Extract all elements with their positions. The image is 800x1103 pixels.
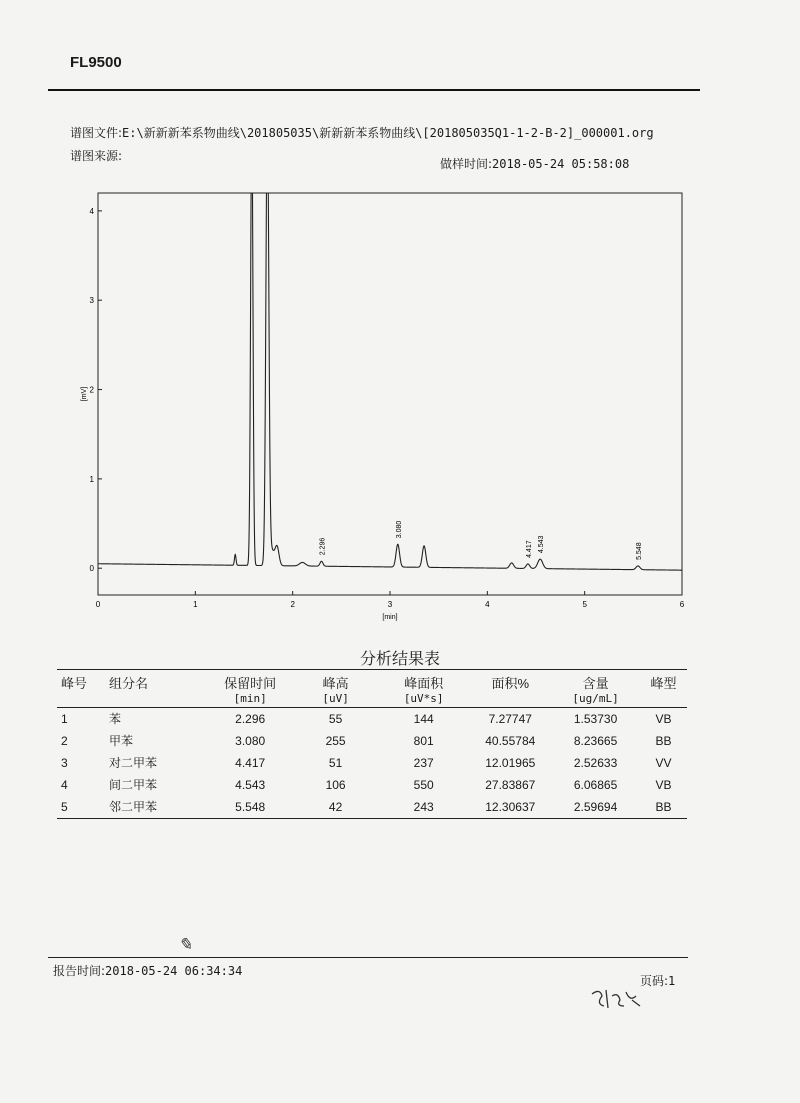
cell-peak-area: 801: [413, 733, 434, 748]
header-peak-height: 峰高 [uV]: [322, 676, 349, 705]
table-header-row: [57, 670, 687, 708]
file-line: [70, 124, 654, 141]
cell-peak-no: 5: [61, 799, 68, 814]
y-tick-label: 1: [89, 474, 94, 484]
cell-content: 1.53730: [573, 711, 618, 726]
cell-peak-no: 4: [61, 777, 68, 792]
x-tick-label: 2: [290, 600, 295, 609]
signature-mark-2: [588, 986, 648, 1012]
cell-area-percent: 12.01965: [485, 755, 536, 770]
x-axis-label: [min]: [382, 614, 398, 621]
cell-area-percent: 40.55784: [485, 733, 536, 748]
source-line: [70, 147, 122, 164]
signal-trace: [98, 185, 682, 570]
cell-component-name: 苯: [108, 712, 121, 726]
table-row: [57, 708, 687, 731]
table-title: 分析结果表: [359, 649, 440, 668]
cell-content: 2.59694: [573, 799, 618, 814]
table-row: [57, 752, 687, 774]
cell-peak-type: VB: [655, 777, 672, 792]
cell-retention-time: 5.548: [235, 799, 266, 814]
report-time-label: 报告时间:: [53, 964, 106, 978]
cell-peak-no: 1: [61, 711, 68, 726]
header-peak-type: 峰型: [650, 676, 677, 691]
sample-time: 2018-05-24 05:58:08: [492, 157, 630, 171]
cell-peak-area: 550: [413, 777, 434, 792]
x-tick-label: 5: [582, 600, 587, 609]
y-tick-label: 0: [89, 564, 94, 574]
y-tick-label: 2: [89, 385, 94, 395]
peak-label: 2.296: [319, 537, 327, 556]
cell-retention-time: 2.296: [235, 711, 266, 726]
cell-peak-height: 255: [325, 733, 346, 748]
page-number: 1: [668, 974, 676, 988]
source-label: 谱图来源:: [70, 149, 123, 163]
cell-retention-time: 3.080: [235, 733, 266, 748]
cell-component-name: 甲苯: [108, 734, 133, 748]
peak-label: 4.417: [525, 540, 533, 558]
cell-peak-height: 42: [328, 799, 343, 814]
cell-area-percent: 12.30637: [485, 799, 536, 814]
y-tick-label: 3: [89, 296, 94, 306]
cell-peak-height: 51: [328, 755, 343, 770]
cell-component-name: 对二甲苯: [108, 756, 157, 770]
instrument-name: FL9500: [70, 54, 122, 71]
sample-time-line: [440, 155, 629, 172]
report-time-line: [53, 962, 242, 979]
table-row: [57, 730, 687, 752]
cell-peak-area: 243: [413, 799, 434, 814]
cell-content: 6.06865: [573, 777, 618, 792]
cell-retention-time: 4.543: [235, 777, 266, 792]
x-tick-label: 1: [193, 600, 198, 609]
signature-mark-1: ✎: [178, 935, 193, 955]
plot-frame: [98, 193, 682, 595]
x-tick-label: 0: [95, 600, 101, 609]
header-area-percent: 面积%: [491, 676, 530, 691]
footer-rule: [48, 957, 688, 958]
header-peak-no: 峰号: [61, 676, 88, 691]
header-peak-area: 峰面积 [uV*s]: [403, 676, 444, 705]
cell-component-name: 间二甲苯: [108, 778, 157, 792]
peak-label: 5.548: [636, 542, 644, 560]
cell-peak-height: 55: [328, 711, 343, 726]
cell-area-percent: 7.27747: [488, 711, 532, 726]
peak-label: 3.080: [395, 520, 403, 539]
cell-peak-no: 2: [61, 733, 68, 748]
x-tick-label: 4: [485, 600, 490, 609]
cell-content: 8.23665: [573, 733, 618, 748]
peak-label: 4.543: [538, 535, 546, 554]
chromatogram-chart: [60, 185, 700, 625]
cell-component-name: 邻二甲苯: [108, 800, 157, 814]
cell-peak-type: BB: [655, 733, 672, 748]
cell-peak-type: VV: [655, 755, 672, 770]
results-table: [57, 669, 687, 819]
cell-peak-area: 237: [413, 755, 434, 770]
cell-peak-height: 106: [325, 777, 346, 792]
y-axis-label: [mV]: [81, 386, 88, 402]
cell-area-percent: 27.83867: [485, 777, 536, 792]
header-rule: [48, 89, 700, 91]
x-tick-label: 6: [679, 600, 685, 609]
x-tick-label: 3: [387, 600, 393, 609]
sample-time-label: 做样时间:: [440, 157, 493, 171]
cell-content: 2.52633: [573, 755, 618, 770]
cell-peak-area: 144: [413, 711, 434, 726]
file-label: 谱图文件:: [70, 126, 123, 140]
cell-peak-type: VB: [655, 711, 672, 726]
header-component: 组分名: [108, 676, 148, 691]
header-retention-time: 保留时间 [min]: [224, 676, 277, 705]
report-time: 2018-05-24 06:34:34: [105, 964, 243, 978]
cell-retention-time: 4.417: [235, 755, 266, 770]
file-path: E:\新新新苯系物曲线\201805035\新新新苯系物曲线\[201805035Q1-1-2-B-2]_000001.org: [122, 126, 654, 140]
table-row: [57, 796, 687, 819]
cell-peak-type: BB: [655, 799, 672, 814]
cell-peak-no: 3: [61, 755, 68, 770]
table-row: [57, 774, 687, 796]
y-tick-label: 4: [89, 206, 94, 216]
header-content: 含量 [ug/mL]: [572, 676, 619, 705]
page-label: 页码:: [640, 974, 669, 988]
